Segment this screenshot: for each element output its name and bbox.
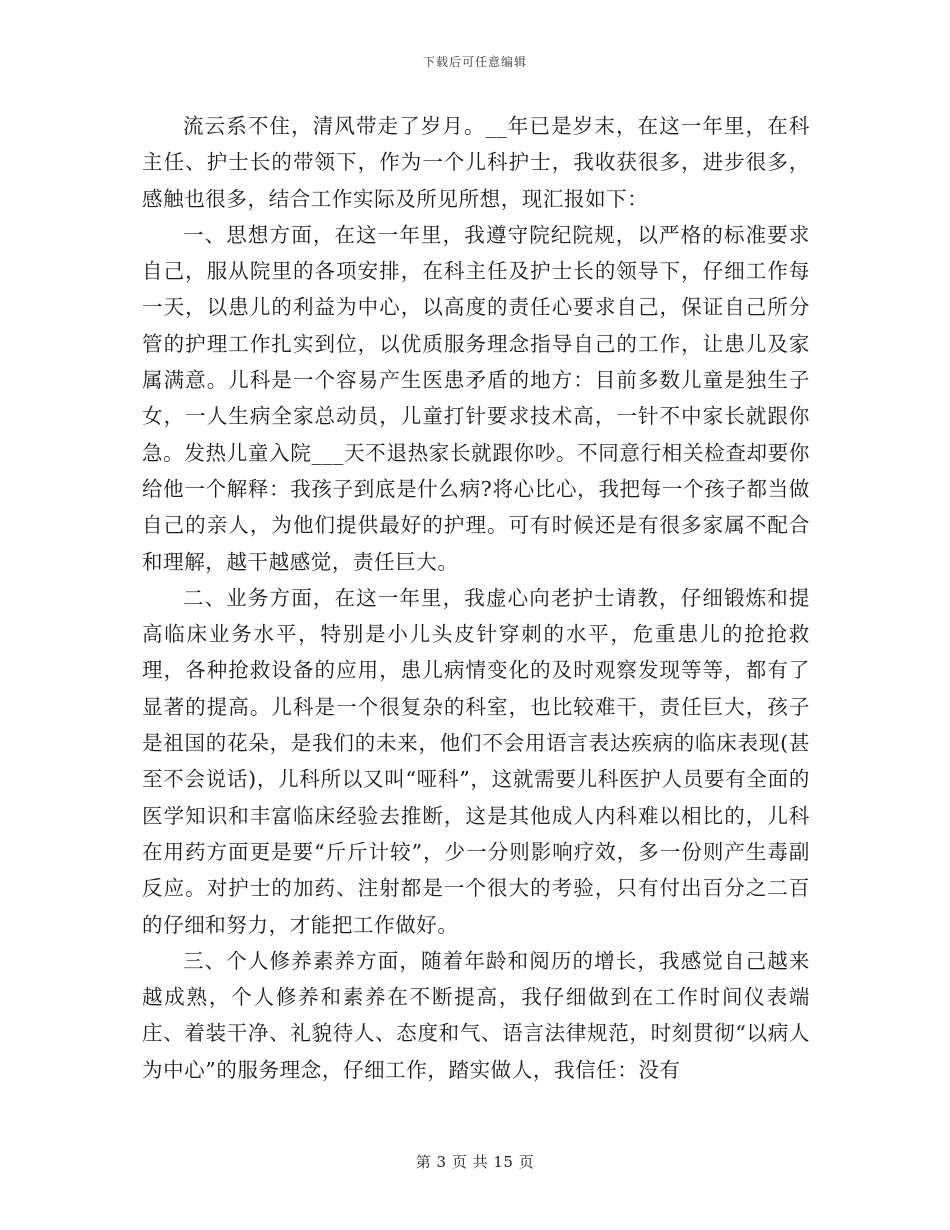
document-body [142, 108, 810, 1088]
paragraph-cultivation: 三、个人修养素养方面，随着年龄和阅历的增长，我感觉自己越来越成熟，个人修养和素养在不断提高，我仔细做到在工作时间仪表端庄、着装干净、礼貌待人、态度和气、语言法律规范，时刻贯彻“以病人为中心”的服务理念，仔细工作，踏实做人，我信任：没有 [142, 948, 810, 1082]
paragraph-intro: 流云系不住，清风带走了岁月。__年已是岁末，在这一年里，在科主任、护士长的带领下，作为一个儿科护士，我收获很多，进步很多，感触也很多，结合工作实际及所见所想，现汇报如下： [142, 114, 810, 211]
paragraph-thought: 一、思想方面，在这一年里，我遵守院纪院规，以严格的标准要求自己，服从院里的各项安排，在科主任及护士长的领导下，仔细工作每一天，以患儿的利益为中心，以高度的责任心要求自己，保证自己所分管的护理工作扎实到位，以优质服务理念指导自己的工作，让患儿及家属满意。儿科是一个容易产生医患矛盾的地方：目前多数儿童是独生子女，一人生病全家总动员，儿童打针要求技术高，一针不中家长就跟你急。发热儿童入院___天不退热家长就跟你吵。不同意行相关检查却要你给他一个解释：我孩子到底是什么病?将心比心，我把每一个孩子都当做自己的亲人，为他们提供最好的护理。可有时候还是有很多家属不配合和理解，越干越感觉，责任巨大。 [142, 222, 810, 574]
page-number-footer: 第 3 页 共 15 页 [415, 1153, 535, 1171]
page-header-note: 下载后可任意编辑 [422, 55, 527, 69]
paragraph-business: 二、业务方面，在这一年里，我虚心向老护士请教，仔细锻炼和提高临床业务水平，特别是小儿头皮针穿刺的水平，危重患儿的抢抢救理，各种抢救设备的应用，患儿病情变化的及时观察发现等等，都有了显著的提高。儿科是一个很复杂的科室，也比较难干，责任巨大，孩子是祖国的花朵，是我们的未来，他们不会用语言表达疾病的临床表现(甚至不会说话)，儿科所以又叫“哑科”，这就需要儿科医护人员要有全面的医学知识和丰富临床经验去推断，这是其他成人内科难以相比的，儿科在用药方面更是要“斤斤计较”，少一分则影响疗效，多一份则产生毒副反应。对护士的加药、注射都是一个很大的考验，只有付出百分之二百的仔细和努力，才能把工作做好。 [142, 585, 810, 937]
